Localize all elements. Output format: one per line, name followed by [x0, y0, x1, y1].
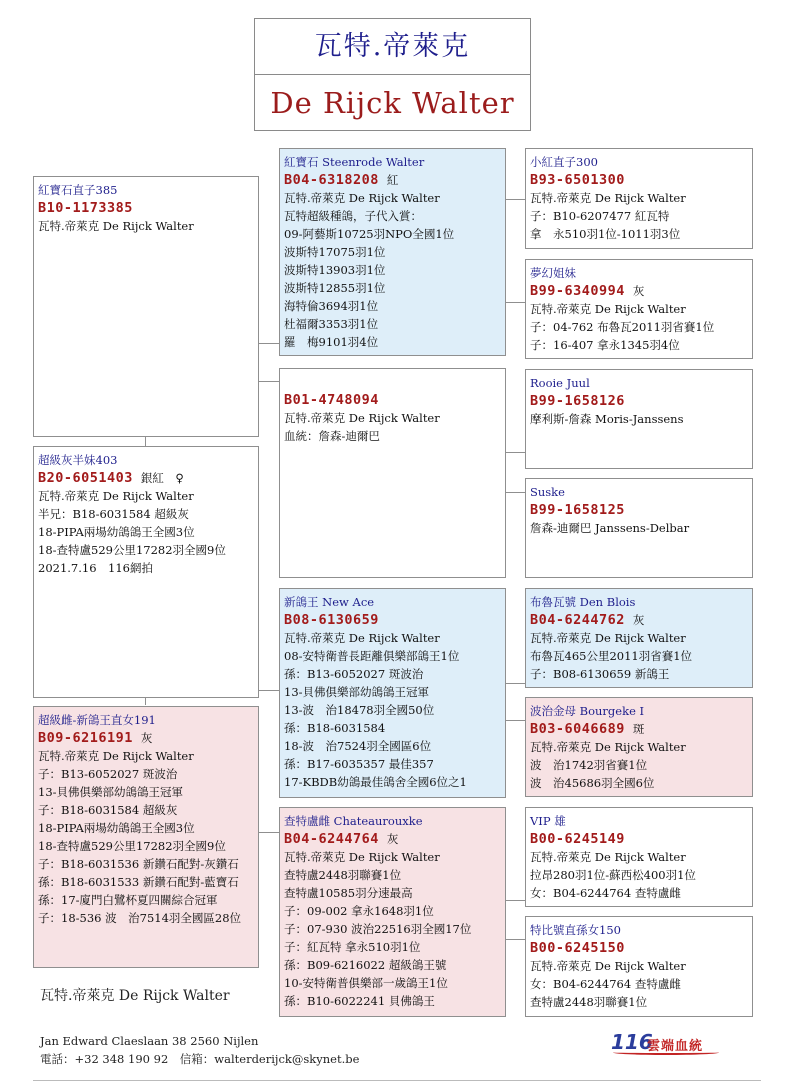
ring-number: B99-6340994 灰 — [530, 283, 645, 299]
info-line: 血統：詹森-迪爾巴 — [284, 429, 380, 443]
info-line: 18-PIPA兩場幼鴿鴿王全國3位 — [38, 525, 195, 539]
bird-name: 小紅直子300 — [530, 155, 598, 169]
info-line: 瓦特.帝萊克 De Rijck Walter — [530, 191, 686, 205]
pedigree-box-den-blois — [525, 588, 753, 688]
bottom-divider — [33, 1080, 761, 1081]
info-line: 子：B08-6130659 新鴿王 — [530, 667, 670, 681]
info-line: 18-查特盧529公里17282羽全國9位 — [38, 839, 226, 853]
info-line: 查特盧2448羽聯賽1位 — [284, 868, 402, 882]
ring-number: B20-6051403 銀紅 ♀ — [38, 470, 184, 486]
logo — [611, 1030, 721, 1056]
bird-name: VIP 雄 — [530, 814, 566, 828]
info-line: 孫：B13-6052027 斑波治 — [284, 667, 424, 681]
info-line: 09-阿藝斯10725羽NPO全國1位 — [284, 227, 455, 241]
info-line: 子：B10-6207477 紅瓦特 — [530, 209, 670, 223]
pedigree-box-dam-sire — [525, 369, 753, 469]
info-line: 孫：B09-6216022 超級鴿王號 — [284, 958, 447, 972]
ring-number: B99-1658125 — [530, 502, 625, 518]
info-line: 08-安特衛普長距離俱樂部鴿王1位 — [284, 649, 460, 663]
connector — [505, 900, 525, 901]
bird-color: 灰 — [140, 731, 153, 745]
logo-number: 116 — [611, 1030, 653, 1054]
bird-name: Suske — [530, 485, 565, 499]
contact-info: 電話：+32 348 190 92 信箱：walterderijck@skynet.be — [40, 1052, 360, 1066]
ring-number: B04-6318208 紅 — [284, 172, 399, 188]
bird-name: 特比號直孫女150 — [530, 923, 621, 937]
info-line: 布魯瓦465公里2011羽省賽1位 — [530, 649, 693, 663]
info-line: 18-查特盧529公里17282羽全國9位 — [38, 543, 226, 557]
bird-color: 灰 — [632, 284, 645, 298]
bird-name: 新鴿王 New Ace — [284, 595, 375, 609]
info-line: 波 治1742羽省賽1位 — [530, 758, 648, 772]
pedigree-box-sire — [279, 148, 506, 356]
info-line: 子：18-536 波 治7514羽全國區28位 — [38, 911, 242, 925]
bird-color: 斑 — [632, 722, 645, 736]
ring-number: B08-6130659 — [284, 612, 379, 628]
connector — [145, 436, 146, 446]
ring-number: B03-6046689 斑 — [530, 721, 645, 737]
info-line: 孫：B10-6022241 貝佛鴿王 — [284, 994, 435, 1008]
bird-name: 波治金母 Bourgeke I — [530, 704, 645, 718]
bird-name: 夢幻姐妹 — [530, 266, 576, 280]
info-line: 子：B18-6031584 超級灰 — [38, 803, 178, 817]
info-line: 孫：B18-6031584 — [284, 721, 386, 735]
info-line: 瓦特.帝萊克 De Rijck Walter — [284, 850, 440, 864]
info-line: 瓦特.帝萊克 De Rijck Walter — [530, 959, 686, 973]
connector — [258, 381, 279, 382]
info-line: 13-貝佛俱樂部幼鴿鴿王冠軍 — [284, 685, 430, 699]
info-line: 子：紅瓦特 拿永510羽1位 — [284, 940, 421, 954]
info-line: 瓦特.帝萊克 De Rijck Walter — [38, 489, 194, 503]
info-line: 瓦特.帝萊克 De Rijck Walter — [530, 302, 686, 316]
pedigree-box-dam-dam — [525, 478, 753, 578]
bird-color: 灰 — [632, 613, 645, 627]
info-line: 瓦特.帝萊克 De Rijck Walter — [38, 219, 194, 233]
info-line: 孫：B17-6035357 最佳357 — [284, 757, 434, 771]
info-line: 18-PIPA兩場幼鴿鴿王全國3位 — [38, 821, 195, 835]
logo-swoosh — [613, 1050, 719, 1055]
info-line: 子：09-002 拿永1648羽1位 — [284, 904, 434, 918]
bird-name: 紅寶石直子385 — [38, 183, 118, 197]
info-line: 查特盧10585羽分速最高 — [284, 886, 413, 900]
bird-name: Rooie Juul — [530, 376, 590, 390]
info-line: 孫：17-廈門白鷺杯夏四關綜合冠軍 — [38, 893, 218, 907]
ring-number: B04-6244764 灰 — [284, 831, 399, 847]
info-line: 查特盧2448羽聯賽1位 — [530, 995, 648, 1009]
connector — [505, 720, 525, 721]
pedigree-box-dam — [279, 368, 506, 578]
bird-color: 灰 — [386, 832, 399, 846]
info-line: 17-KBDB幼鴿最佳鴿舍全國6位之1 — [284, 775, 467, 789]
info-line: 子：16-407 拿永1345羽4位 — [530, 338, 680, 352]
connector — [505, 683, 525, 684]
pedigree-box-new-ace — [279, 588, 506, 798]
info-line: 10-安特衛普俱樂部一歲鴿王1位 — [284, 976, 448, 990]
info-line: 13-波 治18478羽全國50位 — [284, 703, 435, 717]
connector — [505, 452, 525, 453]
info-line: 女：B04-6244764 查特盧雌 — [530, 977, 681, 991]
info-line: 瓦特.帝萊克 De Rijck Walter — [284, 411, 440, 425]
info-line: 瓦特.帝萊克 De Rijck Walter — [530, 631, 686, 645]
info-line: 波斯特13903羽1位 — [284, 263, 386, 277]
ring-number: B10-1173385 — [38, 200, 133, 216]
info-line: 女：B04-6244764 查特盧雌 — [530, 886, 681, 900]
info-line: 詹森-迪爾巴 Janssens-Delbar — [530, 521, 690, 535]
info-line: 摩利斯-詹森 Moris-Janssens — [530, 412, 684, 426]
info-line: 瓦特.帝萊克 De Rijck Walter — [530, 740, 686, 754]
title-chinese: 瓦特.帝萊克 — [255, 19, 530, 75]
pedigree-box-subject — [33, 176, 259, 437]
pedigree-box-sire-dam — [525, 259, 753, 359]
owner-name: 瓦特.帝萊克 De Rijck Walter — [40, 988, 230, 1004]
info-line: 杜福爾3353羽1位 — [284, 317, 379, 331]
connector — [145, 697, 146, 705]
info-line: 波斯特17075羽1位 — [284, 245, 386, 259]
info-line: 子：04-762 布魯瓦2011羽省賽1位 — [530, 320, 715, 334]
bird-name: 紅寶石 Steenrode Walter — [284, 155, 425, 169]
info-line: 瓦特.帝萊克 De Rijck Walter — [284, 191, 440, 205]
logo-text: 雲端血統 — [647, 1039, 704, 1054]
bird-name: 布魯瓦號 Den Blois — [530, 595, 636, 609]
info-line: 子：07-930 波治22516羽全國17位 — [284, 922, 472, 936]
bird-name: 查特盧雌 Chateaurouxke — [284, 814, 423, 828]
pedigree-box-vip — [525, 807, 753, 907]
ring-number: B09-6216191 灰 — [38, 730, 153, 746]
info-line: 2021.7.16 116網拍 — [38, 561, 153, 575]
info-line: 子：B13-6052027 斑波治 — [38, 767, 178, 781]
ring-number: B01-4748094 — [284, 392, 379, 408]
info-line: 瓦特.帝萊克 De Rijck Walter — [530, 850, 686, 864]
title-english: De Rijck Walter — [270, 86, 515, 120]
ring-number: B93-6501300 — [530, 172, 625, 188]
footer-address-block — [40, 1032, 359, 1068]
bird-color: 紅 — [386, 173, 399, 187]
info-line: 半兄：B18-6031584 超級灰 — [38, 507, 189, 521]
info-line: 孫：B18-6031533 新鑽石配對-藍寶石 — [38, 875, 239, 889]
connector — [258, 832, 279, 833]
info-line: 瓦特.帝萊克 De Rijck Walter — [284, 631, 440, 645]
pedigree-box-half-sister — [33, 446, 259, 698]
connector — [505, 302, 525, 303]
connector — [258, 690, 279, 691]
connector — [505, 199, 525, 200]
pedigree-box-tebi — [525, 916, 753, 1017]
ring-number: B99-1658126 — [530, 393, 625, 409]
ring-number: B04-6244762 灰 — [530, 612, 645, 628]
info-line: 海特倫3694羽1位 — [284, 299, 379, 313]
ring-number: B00-6245149 — [530, 831, 625, 847]
pedigree-box-sire-sire — [525, 148, 753, 249]
ring-number: B00-6245150 — [530, 940, 625, 956]
info-line: 拉昂280羽1位-蘇西松400羽1位 — [530, 868, 696, 882]
pedigree-box-chateaurouxke — [279, 807, 506, 1017]
connector — [258, 343, 279, 344]
bird-name: 超級灰半妹403 — [38, 453, 118, 467]
info-line: 拿 永510羽1位-1011羽3位 — [530, 227, 681, 241]
info-line: 18-波 治7524羽全國區6位 — [284, 739, 432, 753]
bird-name: 超級雌-新鴿王直女191 — [38, 713, 156, 727]
info-line: 13-貝佛俱樂部幼鴿鴿王冠軍 — [38, 785, 184, 799]
connector — [505, 492, 525, 493]
connector — [505, 939, 525, 940]
pedigree-box-daughter — [33, 706, 259, 968]
title-box — [254, 18, 531, 131]
info-line: 波斯特12855羽1位 — [284, 281, 386, 295]
info-line: 波 治45686羽全國6位 — [530, 776, 655, 790]
info-line: 瓦特超級種鴿，子代入賞： — [284, 209, 422, 223]
info-line: 羅 梅9101羽4位 — [284, 335, 379, 349]
bird-color: 銀紅 ♀ — [140, 471, 184, 485]
info-line: 子：B18-6031536 新鑽石配對-灰鑽石 — [38, 857, 239, 871]
address: Jan Edward Claeslaan 38 2560 Nijlen — [40, 1034, 259, 1048]
pedigree-box-bourgeke — [525, 697, 753, 797]
info-line: 瓦特.帝萊克 De Rijck Walter — [38, 749, 194, 763]
